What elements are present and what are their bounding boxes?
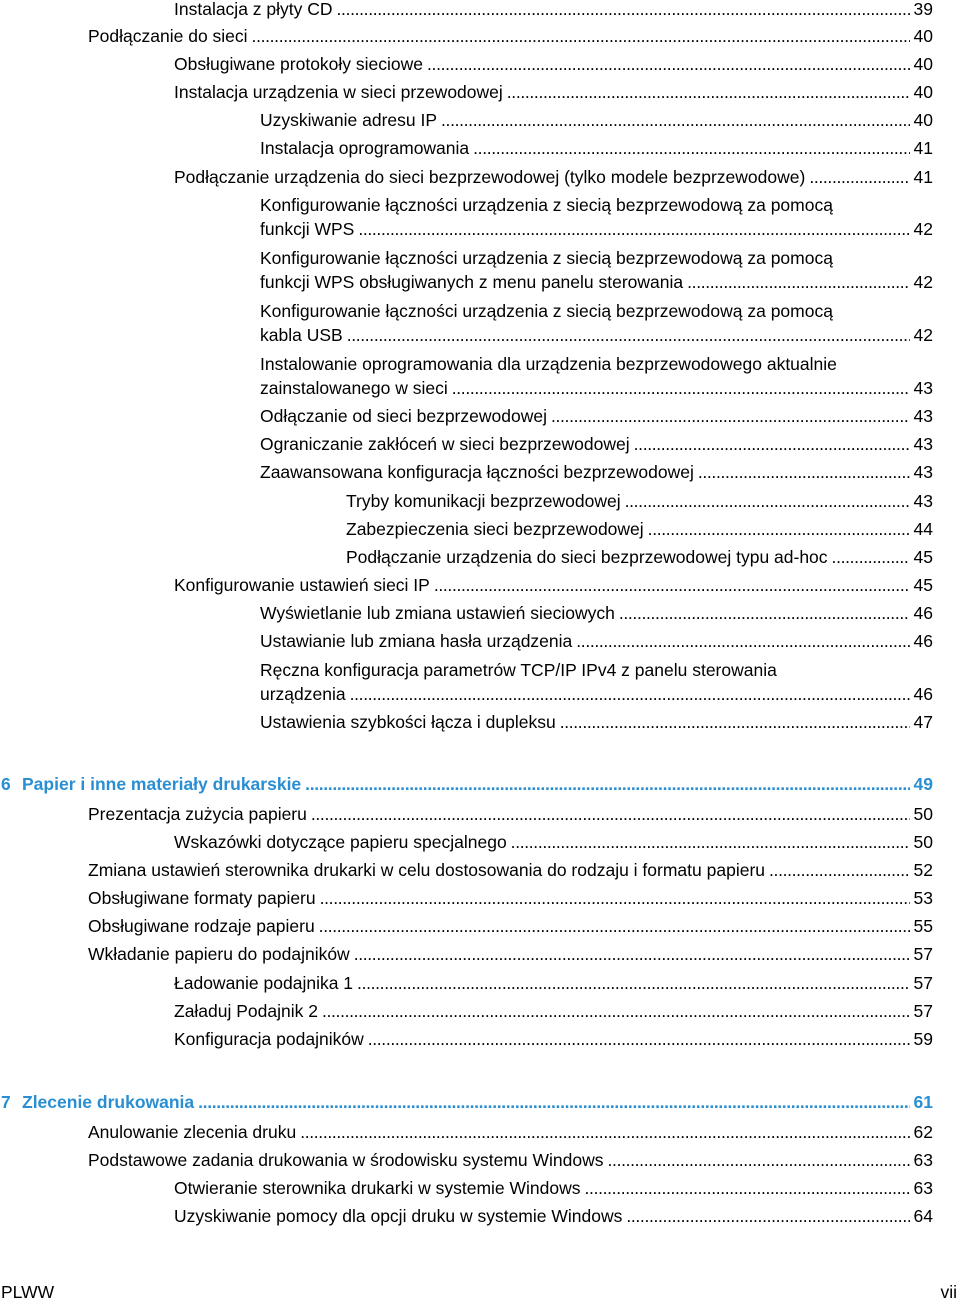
- toc-entry-title: funkcji WPS obsługiwanych z menu panelu sterowania: [260, 272, 684, 292]
- chapter-number: 6: [1, 774, 11, 794]
- leader-dots: [560, 710, 910, 734]
- toc-page-number: 61: [913, 1092, 933, 1112]
- toc-entry[interactable]: [88, 886, 933, 910]
- toc-entry-title: Zabezpieczenia sieci bezprzewodowej: [346, 519, 644, 539]
- toc-entry-title-line1: Ręczna konfiguracja parametrów TCP/IP IPv4 z panelu sterowania: [260, 660, 777, 680]
- leader-dots: [441, 108, 910, 132]
- toc-entry[interactable]: [260, 108, 933, 132]
- toc-page-number: 46: [913, 631, 933, 651]
- toc-page-number: 53: [913, 888, 933, 908]
- toc-entry[interactable]: [346, 545, 933, 569]
- toc-entry[interactable]: [174, 1204, 933, 1228]
- chapter-title: Papier i inne materiały drukarskie: [22, 774, 302, 794]
- toc-entry-title-line1: Konfigurowanie łączności urządzenia z siecią bezprzewodową za pomocą: [260, 301, 833, 321]
- leader-dots: [626, 1204, 909, 1228]
- toc-entry-title-line1: Konfigurowanie łączności urządzenia z siecią bezprzewodową za pomocą: [260, 195, 833, 215]
- leader-dots: [354, 942, 910, 966]
- toc-entry[interactable]: [260, 352, 933, 400]
- toc-page-number: 40: [913, 26, 933, 46]
- toc-entry-title: Instalacja oprogramowania: [260, 138, 470, 158]
- leader-dots: [311, 802, 910, 826]
- leader-dots: [619, 601, 910, 625]
- toc-page-number: 46: [913, 603, 933, 623]
- leader-dots: [648, 517, 910, 541]
- toc-entry[interactable]: [174, 80, 933, 104]
- toc-entry[interactable]: [174, 1027, 933, 1051]
- leader-dots: [608, 1148, 910, 1172]
- toc-chapter-7[interactable]: [1, 1090, 933, 1114]
- toc-entry-title: Tryby komunikacji bezprzewodowej: [346, 491, 621, 511]
- toc-page-number: 49: [913, 774, 933, 794]
- toc-entry-title: Wkładanie papieru do podajników: [88, 944, 350, 964]
- leader-dots: [350, 682, 910, 706]
- toc-page-number: 47: [913, 712, 933, 732]
- toc-page-number: 63: [913, 1178, 933, 1198]
- leader-dots: [634, 432, 910, 456]
- toc-page-number: 50: [913, 832, 933, 852]
- leader-dots: [319, 914, 910, 938]
- toc-entry[interactable]: [260, 629, 933, 653]
- leader-dots: [551, 404, 910, 428]
- toc-page-number: 43: [913, 434, 933, 454]
- toc-entry-title: Zaawansowana konfiguracja łączności bezprzewodowej: [260, 462, 694, 482]
- toc-entry[interactable]: [260, 658, 933, 706]
- toc-chapter-6[interactable]: [1, 772, 933, 796]
- leader-dots: [809, 165, 909, 189]
- leader-dots: [252, 24, 910, 48]
- toc-page-number: 39: [913, 0, 933, 19]
- toc-entry-title: urządzenia: [260, 684, 346, 704]
- toc-page-number: 42: [913, 325, 933, 345]
- toc-entry[interactable]: [88, 24, 933, 48]
- toc-page-number: 59: [913, 1029, 933, 1049]
- toc-page-number: 55: [913, 916, 933, 936]
- leader-dots: [357, 971, 909, 995]
- toc-page-number: 62: [913, 1122, 933, 1142]
- toc-entry[interactable]: [260, 710, 933, 734]
- toc-page-number: 43: [913, 462, 933, 482]
- leader-dots: [511, 830, 910, 854]
- leader-dots: [585, 1176, 910, 1200]
- toc-entry-title: Uzyskiwanie pomocy dla opcji druku w systemie Windows: [174, 1206, 623, 1226]
- toc-entry-title: Podłączanie urządzenia do sieci bezprzewodowej (tylko modele bezprzewodowe): [174, 167, 806, 187]
- leader-dots: [322, 999, 910, 1023]
- toc-page-number: 57: [913, 944, 933, 964]
- leader-dots: [625, 489, 910, 513]
- toc-entry[interactable]: [88, 802, 933, 826]
- toc-entry-title: zainstalowanego w sieci: [260, 378, 448, 398]
- toc-page-number: 44: [913, 519, 933, 539]
- toc-entry-title: Instalacja urządzenia w sieci przewodowej: [174, 82, 503, 102]
- toc-entry[interactable]: [260, 246, 933, 294]
- toc-entry[interactable]: [88, 858, 933, 882]
- toc-entry-title: Zmiana ustawień sterownika drukarki w celu dostosowania do rodzaju i formatu papieru: [88, 860, 766, 880]
- toc-page-number: 57: [913, 1001, 933, 1021]
- toc-entry[interactable]: [174, 830, 933, 854]
- toc-entry-title: Wskazówki dotyczące papieru specjalnego: [174, 832, 507, 852]
- toc-page-number: 52: [913, 860, 933, 880]
- toc-entry-title: funkcji WPS: [260, 219, 355, 239]
- toc-entry[interactable]: [88, 1120, 933, 1144]
- toc-entry-title: Ładowanie podajnika 1: [174, 973, 354, 993]
- leader-dots: [198, 1090, 909, 1114]
- toc-page-number: 57: [913, 973, 933, 993]
- toc-entry-title: Odłączanie od sieci bezprzewodowej: [260, 406, 547, 426]
- toc-entry-title-line1: Konfigurowanie łączności urządzenia z siecią bezprzewodową za pomocą: [260, 248, 833, 268]
- toc-entry-title: Podstawowe zadania drukowania w środowisku systemu Windows: [88, 1150, 604, 1170]
- leader-dots: [473, 136, 909, 160]
- toc-entry[interactable]: [260, 601, 933, 625]
- toc-page-number: 40: [913, 54, 933, 74]
- footer-language-code: PLWW: [1, 1282, 55, 1302]
- toc-entry-title: Instalacja z płyty CD: [174, 0, 333, 19]
- toc-entry[interactable]: [174, 0, 933, 21]
- toc-page-number: 43: [913, 378, 933, 398]
- toc-entry[interactable]: [88, 942, 933, 966]
- toc-entry[interactable]: [174, 999, 933, 1023]
- toc-entry[interactable]: [174, 573, 933, 597]
- leader-dots: [368, 1027, 910, 1051]
- toc-page-number: 63: [913, 1150, 933, 1170]
- toc-entry-title: Otwieranie sterownika drukarki w systemie Windows: [174, 1178, 581, 1198]
- toc-entry[interactable]: [260, 404, 933, 428]
- toc-entry[interactable]: [346, 489, 933, 513]
- leader-dots: [427, 52, 910, 76]
- toc-page-number: 43: [913, 406, 933, 426]
- leader-dots: [832, 545, 910, 569]
- toc-entry[interactable]: [174, 971, 933, 995]
- toc-entry[interactable]: [260, 460, 933, 484]
- toc-entry-title: Podłączanie do sieci: [88, 26, 248, 46]
- toc-entry-title: Wyświetlanie lub zmiana ustawień sieciowych: [260, 603, 615, 623]
- toc-entry[interactable]: [88, 1148, 933, 1172]
- toc-entry[interactable]: [260, 299, 933, 347]
- toc-page-number: 42: [913, 219, 933, 239]
- toc-entry[interactable]: [174, 165, 933, 189]
- toc-entry-title: Obsługiwane rodzaje papieru: [88, 916, 315, 936]
- chapter-number: 7: [1, 1092, 11, 1112]
- toc-entry-title: Konfigurowanie ustawień sieci IP: [174, 575, 430, 595]
- toc-page-number: 45: [913, 547, 933, 567]
- leader-dots: [452, 376, 910, 400]
- toc-entry-title: Załaduj Podajnik 2: [174, 1001, 318, 1021]
- leader-dots: [698, 460, 910, 484]
- toc-page-number: 64: [913, 1206, 933, 1226]
- toc-page-number: 41: [913, 138, 933, 158]
- leader-dots: [358, 217, 909, 241]
- leader-dots: [337, 0, 910, 21]
- toc-entry[interactable]: [260, 136, 933, 160]
- toc-entry-title: kabla USB: [260, 325, 343, 345]
- toc-entry-title: Ustawianie lub zmiana hasła urządzenia: [260, 631, 573, 651]
- leader-dots: [300, 1120, 909, 1144]
- toc-entry[interactable]: [174, 1176, 933, 1200]
- leader-dots: [434, 573, 910, 597]
- toc-entry-title: Anulowanie zlecenia druku: [88, 1122, 297, 1142]
- toc-entry[interactable]: [346, 517, 933, 541]
- toc-entry-title: Uzyskiwanie adresu IP: [260, 110, 438, 130]
- toc-entry-title: Obsługiwane formaty papieru: [88, 888, 316, 908]
- leader-dots: [769, 858, 910, 882]
- chapter-title: Zlecenie drukowania: [22, 1092, 195, 1112]
- footer-page-number: vii: [940, 1282, 957, 1302]
- toc-entry[interactable]: [88, 914, 933, 938]
- toc-page-number: 43: [913, 491, 933, 511]
- leader-dots: [576, 629, 909, 653]
- leader-dots: [687, 270, 909, 294]
- leader-dots: [347, 323, 910, 347]
- toc-page-number: 50: [913, 804, 933, 824]
- toc-entry-title: Ustawienia szybkości łącza i dupleksu: [260, 712, 556, 732]
- toc-entry-title-line1: Instalowanie oprogramowania dla urządzenia bezprzewodowego aktualnie: [260, 354, 837, 374]
- toc-page-number: 41: [913, 167, 933, 187]
- toc-entry-title: Prezentacja zużycia papieru: [88, 804, 307, 824]
- toc-entry[interactable]: [260, 193, 933, 241]
- toc-page-number: 46: [913, 684, 933, 704]
- toc-page-number: 45: [913, 575, 933, 595]
- toc-entry[interactable]: [174, 52, 933, 76]
- toc-entry[interactable]: [260, 432, 933, 456]
- leader-dots: [320, 886, 910, 910]
- toc-page-number: 42: [913, 272, 933, 292]
- toc-entry-title: Konfiguracja podajników: [174, 1029, 364, 1049]
- toc-page-number: 40: [913, 110, 933, 130]
- toc-entry-title: Obsługiwane protokoły sieciowe: [174, 54, 424, 74]
- leader-dots: [305, 772, 909, 796]
- toc-entry-title: Ograniczanie zakłóceń w sieci bezprzewodowej: [260, 434, 630, 454]
- leader-dots: [507, 80, 910, 104]
- toc-page-number: 40: [913, 82, 933, 102]
- toc-entry-title: Podłączanie urządzenia do sieci bezprzewodowej typu ad-hoc: [346, 547, 828, 567]
